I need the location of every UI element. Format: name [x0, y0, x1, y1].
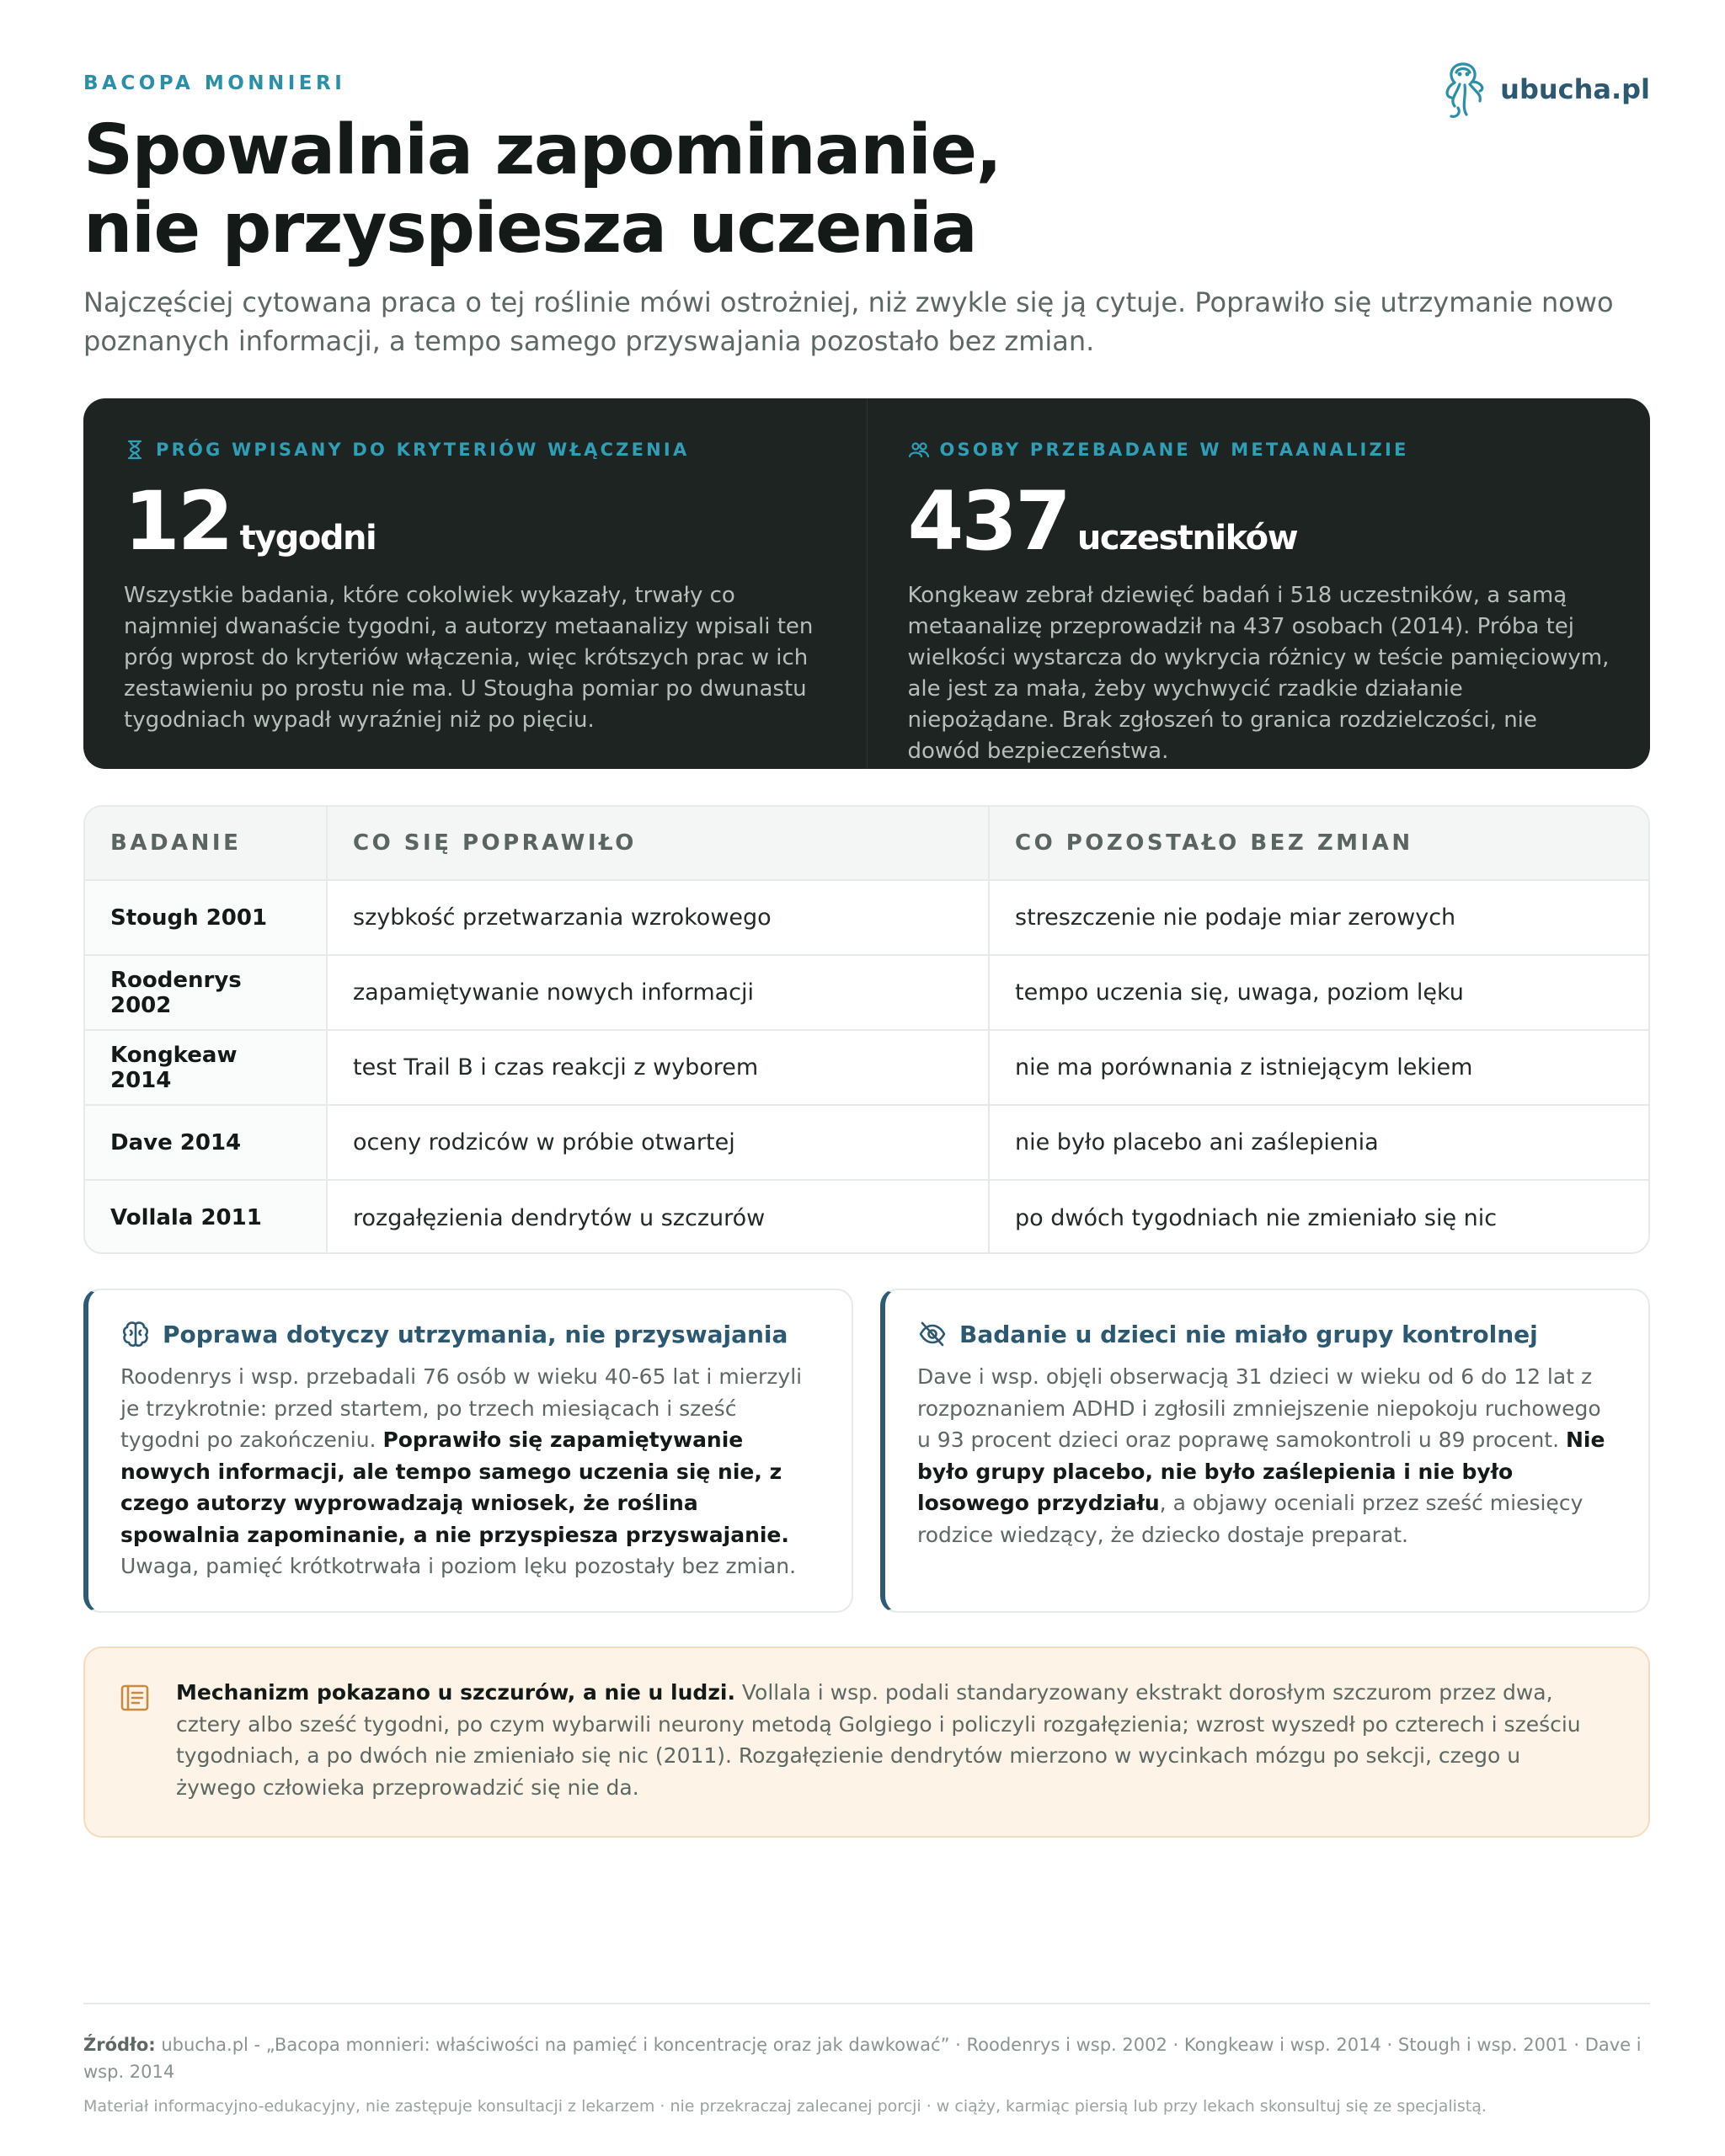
note-cards: [83, 1289, 1650, 1613]
improved-cell: test Trail B i czas reakcji z wyborem: [327, 1030, 989, 1105]
card-title: Poprawa dotyczy utrzymania, nie przyswajania: [163, 1320, 788, 1348]
studies-table: [83, 805, 1650, 1254]
study-name: Kongkeaw 2014: [85, 1030, 327, 1105]
mechanism-callout: [83, 1646, 1650, 1838]
stat-participants: [867, 398, 1651, 769]
logo-text: ubucha.pl: [1500, 73, 1650, 105]
source-label: Źródło:: [83, 2035, 156, 2055]
table-row: [85, 880, 1648, 955]
stat-label: PRÓG WPISANY DO KRYTERIÓW WŁĄCZENIA: [156, 440, 690, 460]
unchanged-cell: tempo uczenia się, uwaga, poziom lęku: [989, 955, 1648, 1030]
note-card-retention: [83, 1289, 853, 1613]
unchanged-cell: nie było placebo ani zaślepienia: [989, 1105, 1648, 1180]
table-row: [85, 955, 1648, 1030]
stat-number: 12: [124, 474, 232, 568]
card-text-bold: Nie było grupy placebo, nie było zaślepienia i nie było losowego przydziału: [917, 1428, 1605, 1515]
improved-cell: oceny rodziców w próbie otwartej: [327, 1105, 989, 1180]
people-icon: [908, 439, 930, 461]
unchanged-cell: streszczenie nie podaje miar zerowych: [989, 880, 1648, 955]
stat-unit: uczestników: [1076, 519, 1298, 558]
stats-panel: [83, 398, 1650, 769]
title-line-2: nie przyspiesza uczenia: [83, 189, 977, 269]
card-title: Badanie u dzieci nie miało grupy kontrolnej: [959, 1320, 1538, 1348]
brand-logo[interactable]: [1439, 57, 1650, 121]
study-name: Vollala 2011: [85, 1180, 327, 1254]
brain-icon: [120, 1319, 151, 1349]
study-name: Dave 2014: [85, 1105, 327, 1180]
note-card-children: [880, 1289, 1650, 1613]
unchanged-cell: nie ma porównania z istniejącym lekiem: [989, 1030, 1648, 1105]
card-text: Uwaga, pamięć krótkotrwała i poziom lęku pozostały bez zmian.: [120, 1554, 797, 1578]
card-body: [917, 1361, 1615, 1550]
eye-off-icon: [917, 1319, 948, 1349]
card-text: Roodenrys i wsp. przebadali 76 osób w wieku 40-65 lat i mierzyli je trzykrotnie: przed startem, po trzech miesiącach i sześć tygodni po zakończeniu.: [120, 1364, 803, 1452]
stat-number: 437: [907, 474, 1069, 568]
column-header-unchanged: CO POZOSTAŁO BEZ ZMIAN: [989, 807, 1648, 880]
hourglass-icon: [124, 439, 146, 461]
card-text: , a objawy oceniali przez sześć miesięcy rodzice wiedzący, że dziecko dostaje preparat.: [917, 1491, 1583, 1547]
source-text: ubucha.pl - „Bacopa monnieri: właściwości na pamięć i koncentrację oraz jak dawkować” · Roodenrys i wsp. 2002 · Kongkeaw i wsp. 2014 · Stough i wsp. 2001 · Dave i wsp. 2014: [83, 2035, 1642, 2082]
octopus-logo-icon: [1439, 57, 1488, 121]
column-header-study: BADANIE: [85, 807, 327, 880]
table-header-row: [85, 807, 1648, 880]
callout-bold: Mechanizm pokazano u szczurów, a nie u ludzi.: [176, 1680, 735, 1705]
infographic-page: [83, 0, 1650, 2156]
title-line-1: Spowalnia zapominanie,: [83, 110, 1001, 190]
unchanged-cell: po dwóch tygodniach nie zmieniało się nic: [989, 1180, 1648, 1254]
document-icon: [119, 1682, 151, 1714]
card-text: Dave i wsp. objęli obserwacją 31 dzieci w wieku od 6 do 12 lat z rozpoznaniem ADHD i zgłosili zmniejszenie niepokoju ruchowego u 93 procent dzieci oraz poprawę samokontroli u 89 procent.: [917, 1364, 1601, 1452]
card-body: [120, 1361, 818, 1582]
column-header-improved: CO SIĘ POPRAWIŁO: [327, 807, 989, 880]
improved-cell: zapamiętywanie nowych informacji: [327, 955, 989, 1030]
table-row: [85, 1180, 1648, 1254]
table-row: [85, 1030, 1648, 1105]
improved-cell: rozgałęzienia dendrytów u szczurów: [327, 1180, 989, 1254]
study-name: Stough 2001: [85, 880, 327, 955]
stat-description: Wszystkie badania, które cokolwiek wykazały, trwały co najmniej dwanaście tygodni, a autorzy metaanalizy wpisali ten próg wprost do kryteriów włączenia, więc krótszych prac w ich zestawieniu po prostu nie ma. U Stougha pomiar po dwunastu tygodniach wypadł wyraźniej niż po pięciu.: [124, 583, 814, 733]
lead-paragraph: Najczęściej cytowana praca o tej roślinie mówi ostrożniej, niż zwykle się ją cytuje. Poprawiło się utrzymanie nowo poznanych informacji, a tempo samego przyswajania pozostało bez zmian.: [83, 286, 1614, 357]
table-row: [85, 1105, 1648, 1180]
stat-unit: tygodni: [239, 519, 377, 558]
improved-cell: szybkość przetwarzania wzrokowego: [327, 880, 989, 955]
card-text-bold: Poprawiło się zapamiętywanie nowych informacji, ale tempo samego uczenia się nie, z czego autorzy wyprowadzają wniosek, że roślina spowalnia zapominanie, a nie przyspiesza przyswajanie.: [120, 1428, 789, 1547]
page-title: [83, 111, 1347, 268]
footer-divider: [83, 2003, 1650, 2004]
stat-weeks: [83, 398, 867, 769]
callout-text: [176, 1677, 1598, 1803]
stat-label: OSOBY PRZEBADANE W METAANALIZIE: [939, 440, 1409, 460]
stat-description: Kongkeaw zebrał dziewięć badań i 518 uczestników, a samą metaanalizę przeprowadził na 437 osobach (2014). Próba tej wielkości wystarcza do wykrycia różnicy w teście pamięciowym, ale jest za mała, żeby wychwycić rzadkie działanie niepożądane. Brak zgłoszeń to granica rozdzielczości, nie dowód bezpieczeństwa.: [907, 583, 1610, 764]
source-line: [83, 2031, 1650, 2085]
eyebrow-label: BACOPA MONNIERI: [83, 72, 346, 94]
study-name: Roodenrys 2002: [85, 955, 327, 1030]
callout-body: Vollala i wsp. podali standaryzowany ekstrakt dorosłym szczurom przez dwa, cztery albo sześć tygodni, po czym wybarwili neurony metodą Golgiego i policzyli rozgałęzienia; wzrost wyszedł po czterech i sześciu tygodniach, a po dwóch nie zmieniało się nic (2011). Rozgałęzienie dendrytów mierzono w wycinkach mózgu po sekcji, czego u żywego człowieka przeprowadzić się nie da.: [176, 1680, 1581, 1800]
disclaimer: Materiał informacyjno-edukacyjny, nie zastępuje konsultacji z lekarzem · nie przekraczaj zalecanej porcji · w ciąży, karmiąc piersią lub przy lekach skonsultuj się ze specjalistą.: [83, 2097, 1487, 2116]
